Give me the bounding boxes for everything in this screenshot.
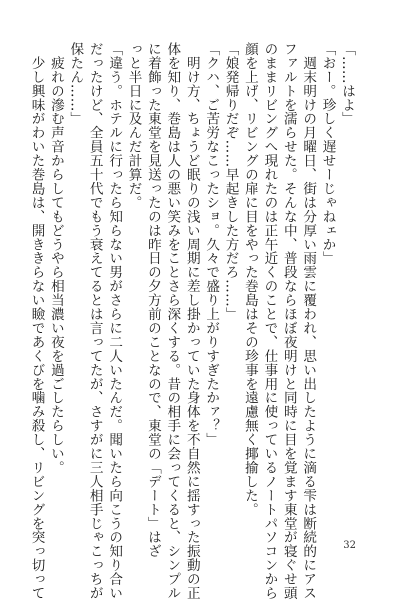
text-line: 疲れの滲む声音からしてもどうやら相当濃い夜を過ごしたらしい。 xyxy=(47,42,64,475)
text-line: 明け方、ちょうど眠りの浅い周期に差し掛かっていた身体を不自然に揺すった振動の正 xyxy=(183,42,200,600)
text-line: 「クハ、ご苦労なこったショ。久々で盛り上がりすぎたかァ？」 xyxy=(203,42,220,447)
text-line: だったけど、全員五十代でもう衰えてるとは言ってたが、さすがに三人相手じゃこっちが xyxy=(86,42,103,600)
text-line: ファルトを濡らせた。そんな中、普段ならほぼ夜明けと同時に目を覚ます東堂が寝ぐせ頭 xyxy=(280,42,297,600)
text-line: のままリビングへ現れたのは正午近くのことで、仕事用に使っているノートパソコンから xyxy=(261,42,278,600)
text-line: 「……はよ」 xyxy=(339,42,355,126)
text-line: 週末明けの月曜日、街は分厚い雨雲に覆われ、思い出したように滴る雫は断続的にアス xyxy=(300,42,317,600)
text-line: に着飾った東堂を見送ったのは昨日の夕方前のことなので、東堂の「デート」はざ xyxy=(144,42,161,559)
text-line: っと半日に及んだ計算だ。 xyxy=(125,42,142,210)
text-line: 顔を上げ、リビングの扉に目をやった巻島はその珍事を遠慮無く揶揄した。 xyxy=(241,42,258,517)
text-line: 体を知り、巻島は人の悪い笑みをことさら深くする。昔の相手に会ってくると、シンプル xyxy=(164,42,181,600)
text-line: 「娘発帰りだぞ……早起きした方だろ……」 xyxy=(222,42,239,321)
text-line: 「おー。珍しく遅せーじゃねェか」 xyxy=(319,42,336,266)
text-line: 保たん……」 xyxy=(67,42,84,126)
text-line: 「違う。ホテルに行ったら知らない男がさらに二人いたんだ。聞いたら向こうの知り合い xyxy=(106,42,123,600)
text-line: 少し興味がわいた巻島は、開ききらない瞼であくびを噛み殺し、リビングを突っ切って xyxy=(28,42,45,600)
page-number: 32 xyxy=(343,540,356,551)
